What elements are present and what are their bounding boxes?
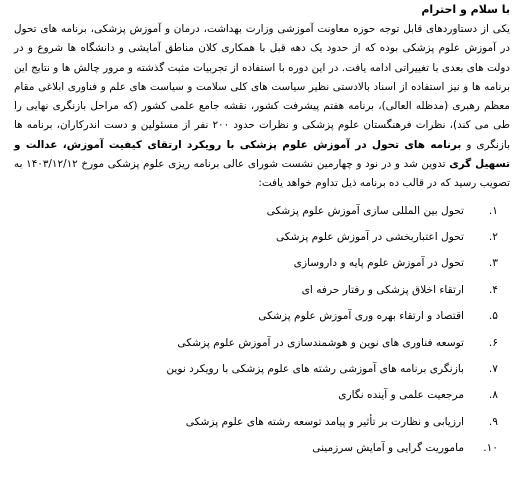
- program-number: ۳.: [488, 257, 498, 270]
- intro-text-part-2: تدوین شد و در نود و چهارمین نشست شورای عالی برنامه ریزی علوم پزشکی مورخ ۱۴۰۳/۱۲/۱۲ به تصویب رسید که در قالب ده برنامه ذیل تداوم خواهد یافت:: [14, 158, 510, 190]
- programs-list: [14, 198, 510, 462]
- program-title: مرجعیت علمی و آینده نگاری: [338, 389, 464, 402]
- program-item-6: [14, 330, 510, 356]
- program-item-9: [14, 409, 510, 435]
- program-item-2: [14, 224, 510, 250]
- intro-text-part-1: یکی از دستاوردهای قابل توجه حوزه معاونت آموزشی وزارت بهداشت، درمان و آموزش پزشکی، برنامه های تحول در آموزش علوم پزشکی بوده که از حدود یک دهه قبل با همکاری کلان مناطق آمایشی و دانشگاه ها شروع و در دولت های بعدی با تغییراتی ادامه یافت. در این دوره با استفاده از تجربیات مثبت گذشته و مرور چالش ها و نتایج این برنامه ها و نیز استفاده از اسناد بالادستی نظیر سیاست های کلی سلامت و سیاست های علم و فناوری ابلاغی مقام معظم رهبری (مدظله العالی)، برنامه هفتم پیشرفت کشور، نقشه جامع علمی کشور (که مراحل بازنگری نهایی را طی می کند)، نظرات فرهنگستان علوم پزشکی و نظرات حدود ۲۰۰ نفر از مسئولین و دست اندرکاران، برنامه ها بازنگری و: [14, 23, 510, 151]
- program-item-4: [14, 277, 510, 303]
- program-number: ۹.: [488, 415, 498, 428]
- program-title: ارزیابی و نظارت بر تأثیر و پیامد توسعه رشته های علوم پزشکی: [185, 415, 464, 428]
- program-number: ۲.: [488, 231, 498, 244]
- program-number: ۱۰.: [483, 442, 498, 455]
- program-item-8: [14, 382, 510, 408]
- program-number: ۴.: [488, 283, 498, 296]
- program-title: اقتصاد و ارتقاء بهره وری آموزش علوم پزشکی: [258, 310, 464, 323]
- program-number: ۵.: [488, 310, 498, 323]
- program-item-3: [14, 250, 510, 276]
- program-title: تحول اعتباربخشی در آموزش علوم پزشکی: [275, 231, 464, 244]
- program-number: ۶.: [488, 336, 498, 349]
- program-number: ۷.: [488, 363, 498, 376]
- program-title: تحول بین المللی سازی آموزش علوم پزشکی: [266, 204, 464, 217]
- intro-text-bold: برنامه های تحول در آموزش علوم پزشکی با رویکرد ارتقای کیفیت آموزش، عدالت و تسهیل گری: [14, 138, 511, 171]
- program-item-7: [14, 356, 510, 382]
- program-title: توسعه فناوری های نوین و هوشمندسازی در آموزش علوم پزشکی: [177, 336, 464, 349]
- program-item-1: [14, 198, 510, 224]
- intro-paragraph: [14, 20, 510, 194]
- program-title: ارتقاء اخلاق پزشکی و رفتار حرفه ای: [301, 283, 464, 296]
- program-number: ۸.: [488, 389, 498, 402]
- greeting: با سلام و احترام: [421, 3, 510, 16]
- program-number: ۱.: [488, 204, 498, 217]
- program-item-10: [14, 435, 510, 461]
- program-title: ماموریت گرایی و آمایش سرزمینی: [312, 442, 464, 455]
- program-title: بازنگری برنامه های آموزشی رشته های علوم پزشکی با رویکرد نوین: [166, 363, 464, 376]
- program-title: تحول در آموزش علوم پایه و داروسازی: [293, 257, 464, 270]
- program-item-5: [14, 303, 510, 329]
